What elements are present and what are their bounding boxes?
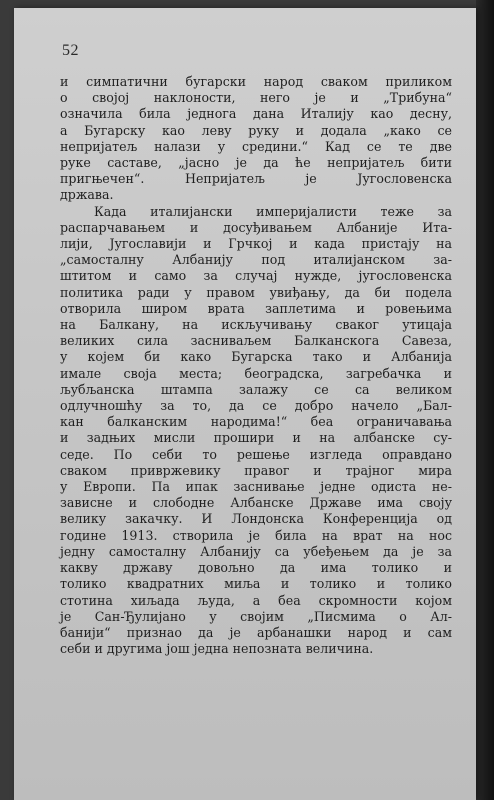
text-line: политика ради у правом увиђању, да би подела	[60, 284, 452, 300]
text-line: банији“ признао да је арбанашки народ и сам	[60, 624, 452, 640]
text-line: љубљанска штампа залажу се са великом	[60, 381, 452, 397]
text-line: о својој наклоности, него је и „Трибуна“	[60, 90, 452, 106]
page-number: 52	[62, 42, 79, 59]
text-line: стотина хиљада људа, а беа скромности којом	[60, 592, 452, 608]
text-line: зависне и слободне Албанске Државе има своју	[60, 495, 452, 511]
text-line: и симпатични бугарски народ сваком приликом	[60, 74, 452, 89]
text-line: држава.	[60, 187, 114, 203]
text-line: а Бугарску као леву руку и додала „како се	[60, 122, 452, 138]
text-line: отворила широм врата заплетима и ровењима	[60, 300, 452, 316]
text-line: означила била једнога дана Италију као десну,	[60, 106, 452, 122]
text-line: и задњих мисли прошири и на албанске су-	[60, 430, 452, 446]
body-text	[60, 74, 452, 657]
text-line: године 1913. створила је била на врат на нос	[60, 527, 452, 543]
text-line: распарчавањем и досуђивањем Албаније Ита-	[60, 219, 452, 235]
text-line: у којем би како Бугарска тако и Албанија	[60, 349, 452, 365]
text-line: Када италијански империјалисти теже за	[94, 203, 452, 219]
text-line: великих сила засниваљем Балканскога Савеза,	[60, 333, 452, 349]
text-line: је Сан-Ђулијано у својим „Писмима о Ал-	[60, 608, 452, 624]
text-line: себи и другима још једна непозната величина.	[60, 641, 374, 657]
text-line: једну самосталну Албанију са убеђењем да је за	[60, 543, 452, 559]
text-line: седе. По себи то решење изгледа оправдано	[60, 446, 452, 462]
book-page	[14, 8, 476, 800]
text-line: у Европи. Па ипак заснивање једне одиста не-	[60, 479, 452, 495]
text-line: руке саставе, „јасно је да ће непријатељ бити	[60, 155, 452, 171]
text-line: „самосталну Албанију под италијанском за-	[60, 252, 452, 268]
text-line: штитом и само за случај нужде, југословенска	[60, 268, 452, 284]
text-line: лији, Југославији и Грчкој и када пристају на	[60, 236, 452, 252]
text-line: имале своја места; београдска, загребачка и	[60, 365, 452, 381]
text-line: сваком привржевику правог и трајног мира	[60, 462, 452, 478]
text-line: толико квадратних миља и толико и толико	[60, 576, 452, 592]
book-spine-shadow	[476, 0, 494, 800]
text-line: велику закачку. И Лондонска Конференција од	[60, 511, 452, 527]
text-line: кан балканским народима!“ беа ограничавања	[60, 414, 452, 430]
text-line: одлучношћу за то, да се добро начело „Бал-	[60, 398, 452, 414]
text-line: какву државу довољно да има толико и	[60, 560, 452, 576]
text-line: непријатељ налази у средини.“ Кад се те две	[60, 138, 452, 154]
text-line: на Балкану, на искључивању сваког утицаја	[60, 317, 452, 333]
text-line: пригњечен“. Непријатељ је Југословенска	[60, 171, 452, 187]
